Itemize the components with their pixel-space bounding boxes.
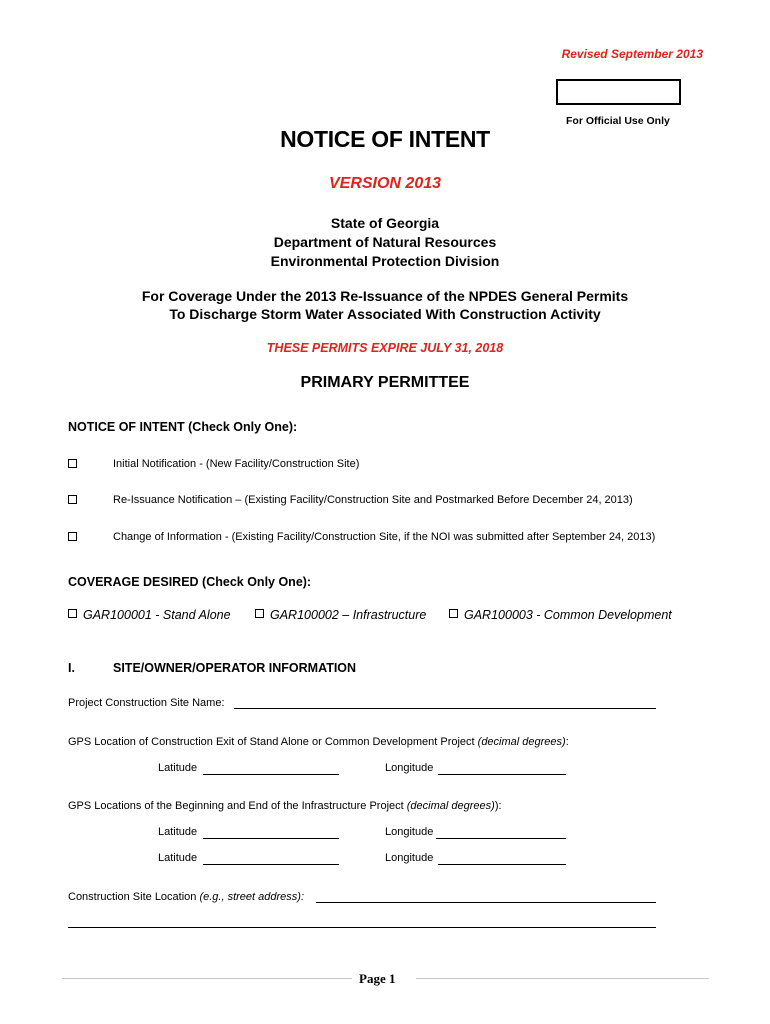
agency-department: Department of Natural Resources bbox=[273, 234, 497, 250]
agency-block bbox=[0, 214, 770, 271]
initial-notification-label: Initial Notification - (New Facility/Construction Site) bbox=[113, 458, 360, 470]
reissuance-notification-label: Re-Issuance Notification – (Existing Facility/Construction Site and Postmarked Before December 24, 2013) bbox=[113, 494, 633, 506]
common-development-label: GAR100003 - Common Development bbox=[464, 608, 672, 622]
project-name-label: Project Construction Site Name: bbox=[68, 697, 225, 709]
document-title: NOTICE OF INTENT bbox=[280, 126, 490, 152]
section-title: SITE/OWNER/OPERATOR INFORMATION bbox=[113, 661, 357, 675]
official-use-label: For Official Use Only bbox=[566, 115, 670, 127]
site-location-label: Construction Site Location (e.g., street address): bbox=[68, 891, 305, 903]
initial-notification-checkbox[interactable] bbox=[68, 459, 77, 468]
infrastructure-label: GAR100002 – Infrastructure bbox=[270, 608, 427, 622]
footer-rule-right bbox=[416, 978, 709, 979]
version-label: VERSION 2013 bbox=[328, 175, 442, 192]
stand-alone-label: GAR100001 - Stand Alone bbox=[83, 608, 231, 622]
begin-longitude-field[interactable] bbox=[436, 838, 566, 839]
agency-division: Environmental Protection Division bbox=[270, 253, 500, 269]
begin-latitude-label: Latitude bbox=[158, 826, 198, 838]
exit-longitude-field[interactable] bbox=[438, 774, 566, 775]
change-of-information-label: Change of Information - (Existing Facility/Construction Site, if the NOI was submitted after September 24, 2013) bbox=[113, 531, 656, 543]
end-longitude-field[interactable] bbox=[438, 864, 566, 865]
revised-date: Revised September 2013 bbox=[561, 47, 703, 61]
gps-infrastructure-label: GPS Locations of the Beginning and End of the Infrastructure Project (decimal degrees)): bbox=[68, 800, 502, 812]
agency-state: State of Georgia bbox=[330, 215, 440, 231]
coverage-option-infrastructure[interactable] bbox=[255, 608, 426, 622]
noi-heading: NOTICE OF INTENT (Check Only One): bbox=[68, 420, 298, 434]
coverage-option-common-development[interactable] bbox=[449, 608, 672, 622]
exit-latitude-label: Latitude bbox=[158, 762, 198, 774]
gps-exit-label: GPS Location of Construction Exit of Stand Alone or Common Development Project (decimal degrees): bbox=[68, 736, 569, 748]
project-name-field[interactable] bbox=[234, 708, 656, 709]
coverage-option-stand-alone[interactable] bbox=[68, 608, 231, 622]
site-location-field[interactable] bbox=[316, 902, 656, 903]
begin-longitude-label: Longitude bbox=[385, 826, 434, 838]
common-development-checkbox[interactable] bbox=[449, 609, 458, 618]
coverage-desired-heading: COVERAGE DESIRED (Check Only One): bbox=[68, 575, 312, 589]
exit-longitude-label: Longitude bbox=[385, 762, 434, 774]
end-latitude-field[interactable] bbox=[203, 864, 339, 865]
change-of-information-checkbox[interactable] bbox=[68, 532, 77, 541]
coverage-heading-line1: For Coverage Under the 2013 Re-Issuance of the NPDES General Permits bbox=[141, 288, 629, 304]
section-number: I. bbox=[68, 661, 75, 675]
stand-alone-checkbox[interactable] bbox=[68, 609, 77, 618]
page-number: Page 1 bbox=[359, 971, 396, 986]
reissuance-notification-checkbox[interactable] bbox=[68, 495, 77, 504]
site-location-field-line2[interactable] bbox=[68, 927, 656, 928]
end-latitude-label: Latitude bbox=[158, 852, 198, 864]
expire-notice: THESE PERMITS EXPIRE JULY 31, 2018 bbox=[266, 341, 504, 355]
exit-latitude-field[interactable] bbox=[203, 774, 339, 775]
footer-rule-left bbox=[62, 978, 352, 979]
end-longitude-label: Longitude bbox=[385, 852, 434, 864]
coverage-heading bbox=[0, 287, 770, 323]
official-use-box bbox=[556, 79, 681, 105]
infrastructure-checkbox[interactable] bbox=[255, 609, 264, 618]
primary-permittee-title: PRIMARY PERMITTEE bbox=[300, 374, 470, 391]
coverage-heading-line2: To Discharge Storm Water Associated With Construction Activity bbox=[169, 306, 601, 322]
begin-latitude-field[interactable] bbox=[203, 838, 339, 839]
